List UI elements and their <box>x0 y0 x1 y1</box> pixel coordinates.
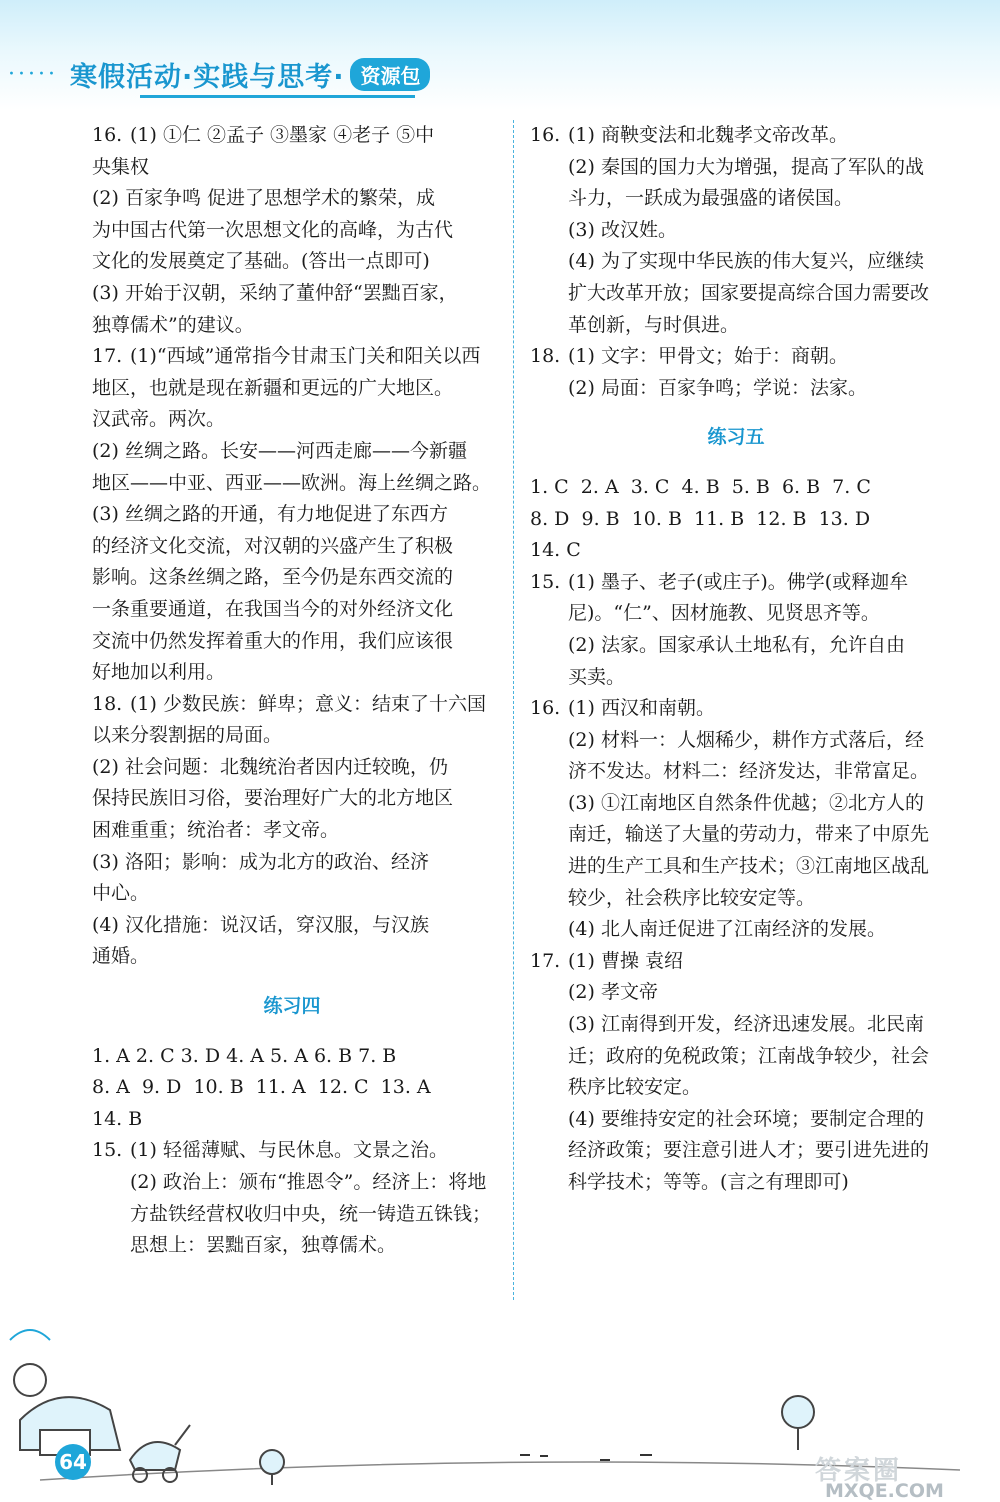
answer-block-q18 <box>92 689 492 973</box>
answer-text: (1) 轻徭薄赋、与民休息。文景之治。 <box>130 1139 448 1162</box>
answer-text: (1)“西域”通常指今甘肃玉门关和阳关以西 <box>130 345 481 368</box>
answer-line: 斗力，一跃成为最强盛的诸侯国。 <box>568 187 854 210</box>
answer-line: 交流中仍然发挥着重大的作用，我们应该很 <box>92 629 454 652</box>
answer-line <box>92 689 492 721</box>
header-title <box>0 52 430 96</box>
answer-line: (2) 材料一：人烟稀少，耕作方式落后，经 <box>568 728 924 751</box>
right-column <box>530 120 942 1199</box>
answer-line: (3) 江南得到开发，经济迅速发展。北民南 <box>568 1013 924 1036</box>
answer-line: 央集权 <box>92 155 150 178</box>
answer-line: 扩大改革开放；国家要提高综合国力需要改 <box>568 281 930 304</box>
answer-line: (2) 政治上：颁布“推恩令”。经济上：将地 <box>130 1171 487 1193</box>
answer-line: 保持民族旧习俗，要治理好广大的北方地区 <box>92 787 454 810</box>
left-column <box>92 120 492 1262</box>
answer-line: 地区，也就是现在新疆和更远的广大地区。 <box>92 376 454 399</box>
header-dots: ····· <box>8 61 58 87</box>
answer-line: (3) ①江南地区自然条件优越；②北方人的 <box>568 791 924 814</box>
answer-line: 困难重重；统治者：孝文帝。 <box>92 819 340 842</box>
answer-line: (4) 汉化措施：说汉话，穿汉服，与汉族 <box>92 913 429 936</box>
answer-line: 革创新，与时俱进。 <box>568 313 740 336</box>
answer-line: 影响。这条丝绸之路，至今仍是东西交流的 <box>92 566 454 589</box>
question-number: 17. <box>530 949 561 972</box>
answer-line: 一条重要通道，在我国当今的对外经济文化 <box>92 597 454 620</box>
answer-line: 较少，社会秩序比较安定等。 <box>568 886 816 909</box>
cottage-icon <box>10 1330 120 1455</box>
mc-answers: 8. A 9. D 10. B 11. A 12. C 13. A <box>92 1076 431 1099</box>
question-number: 18. <box>530 345 561 368</box>
answer-line: 进的生产工具和生产技术；③江南地区战乱 <box>568 855 930 878</box>
answer-line: 迁；政府的免税政策；江南战争较少，社会 <box>568 1044 930 1067</box>
answer-line: 秩序比较安定。 <box>568 1076 702 1099</box>
answer-block-q18-right <box>530 341 942 404</box>
answer-line: 尼)。“仁”、因材施教、见贤思齐等。 <box>568 602 880 625</box>
answer-line: (2) 秦国的国力大为增强，提高了军队的战 <box>568 155 924 178</box>
answer-text: (1) 文字：甲骨文；始于：商朝。 <box>568 345 848 368</box>
section-title-exercise-5: 练习五 <box>707 426 765 449</box>
watermark-logo: 答案圈 <box>815 1456 903 1486</box>
answer-line <box>530 693 942 725</box>
answer-line: 的经济文化交流，对汉朝的兴盛产生了积极 <box>92 534 454 557</box>
answer-line <box>92 120 492 152</box>
question-number: 16. <box>530 124 561 146</box>
answer-line: 地区——中亚、西亚——欧洲。海上丝绸之路。 <box>92 471 492 494</box>
answer-line: 中心。 <box>92 882 150 905</box>
page-number: 64 <box>55 1444 91 1480</box>
header-underline <box>140 95 415 98</box>
answer-line: (3) 改汉姓。 <box>568 218 677 241</box>
answer-line: 方盐铁经营权收归中央，统一铸造五铢钱； <box>130 1202 492 1225</box>
answer-line: (2) 局面：百家争鸣；学说：法家。 <box>568 376 867 399</box>
answer-line <box>530 567 942 599</box>
question-number: 18. <box>92 692 123 715</box>
answer-line: (4) 要维持安定的社会环境；要制定合理的 <box>568 1107 924 1130</box>
mc-answers: 14. C <box>530 539 581 562</box>
question-number: 17. <box>92 345 123 368</box>
answer-line: 文化的发展奠定了基础。(答出一点即可) <box>92 250 430 273</box>
answer-line <box>530 946 942 978</box>
answer-text: (1) 西汉和南朝。 <box>568 697 715 720</box>
answer-line: (3) 丝绸之路的开通，有力地促进了东西方 <box>92 503 448 526</box>
answer-text: (1) 少数民族：鲜卑；意义：结束了十六国 <box>130 692 486 715</box>
question-number: 16. <box>530 697 561 720</box>
answer-line: 以来分裂割据的局面。 <box>92 724 283 747</box>
answer-line <box>530 120 942 152</box>
answer-block-q17-right <box>530 946 942 1199</box>
answer-text: (1) 曹操 袁绍 <box>568 949 683 972</box>
resource-pack-badge: 资源包 <box>350 58 430 91</box>
answer-block-exercise-4 <box>92 1041 492 1262</box>
mc-answers: 1. C 2. A 3. C 4. B 5. B 6. B 7. C <box>530 475 871 498</box>
answer-block-q16b-right <box>530 693 942 946</box>
answer-line <box>530 341 942 373</box>
mc-answers: 14. B <box>92 1107 143 1130</box>
answer-line: 通婚。 <box>92 945 150 968</box>
answer-block-exercise-5 <box>530 472 942 567</box>
question-number: 15. <box>530 570 561 593</box>
column-divider <box>513 120 514 1300</box>
mc-answers: 1. A 2. C 3. D 4. A 5. A 6. B 7. B <box>92 1044 397 1067</box>
answer-line: 南迁，输送了大量的劳动力，带来了中原先 <box>568 823 930 846</box>
answer-line: 思想上：罢黜百家，独尊儒术。 <box>130 1234 397 1257</box>
answer-line: (4) 为了实现中华民族的伟大复兴，应继续 <box>568 250 924 273</box>
answer-text: (1) 墨子、老子(或庄子)。佛学(或释迦牟 <box>568 570 909 593</box>
answer-line: 买卖。 <box>568 665 626 688</box>
answer-line: 汉武帝。两次。 <box>92 408 226 431</box>
book-title: 寒假活动·实践与思考· <box>69 61 345 93</box>
answer-line: (2) 社会问题：北魏统治者因内迁较晚，仍 <box>92 755 448 778</box>
answer-line: (2) 孝文帝 <box>568 981 658 1004</box>
answer-line: (3) 开始于汉朝，采纳了董仲舒“罢黜百家， <box>92 281 458 304</box>
answer-line: 好地加以利用。 <box>92 661 226 684</box>
answer-line: 独尊儒术”的建议。 <box>92 313 254 336</box>
answer-line: (2) 法家。国家承认土地私有，允许自由 <box>568 633 905 656</box>
answer-line <box>92 341 492 373</box>
answer-block-q16 <box>92 120 492 341</box>
question-number: 15. <box>92 1139 123 1162</box>
answer-line <box>92 1135 492 1167</box>
snow-tree-icon <box>260 1396 814 1485</box>
page-footer <box>0 1300 1000 1502</box>
watermark-url: MXQE.COM <box>825 1480 944 1502</box>
answer-line: (2) 丝绸之路。长安——河西走廊——今新疆 <box>92 439 467 462</box>
answer-block-q16-right <box>530 120 942 341</box>
question-number: 16. <box>92 124 123 146</box>
answer-line: (2) 百家争鸣 促进了思想学术的繁荣，成 <box>92 187 435 210</box>
answer-line: 科学技术；等等。(言之有理即可) <box>568 1171 849 1193</box>
answer-line: (4) 北人南迁促进了江南经济的发展。 <box>568 918 886 941</box>
answer-block-q17 <box>92 341 492 689</box>
answer-block-q15-right <box>530 567 942 693</box>
answer-line: 经济政策；要注意引进人才；要引进先进的 <box>568 1139 930 1162</box>
answer-line: 为中国古代第一次思想文化的高峰，为古代 <box>92 218 454 241</box>
answer-text: (1) 商鞅变法和北魏孝文帝改革。 <box>568 124 848 146</box>
section-title-exercise-4: 练习四 <box>263 995 321 1018</box>
answer-line: 济不发达。材料二：经济发达，非常富足。 <box>568 760 930 783</box>
mc-answers: 8. D 9. B 10. B 11. B 12. B 13. D <box>530 507 871 530</box>
answer-text: (1) ①仁 ②孟子 ③墨家 ④老子 ⑤中 <box>130 124 435 146</box>
answer-line: (3) 洛阳；影响：成为北方的政治、经济 <box>92 850 429 873</box>
